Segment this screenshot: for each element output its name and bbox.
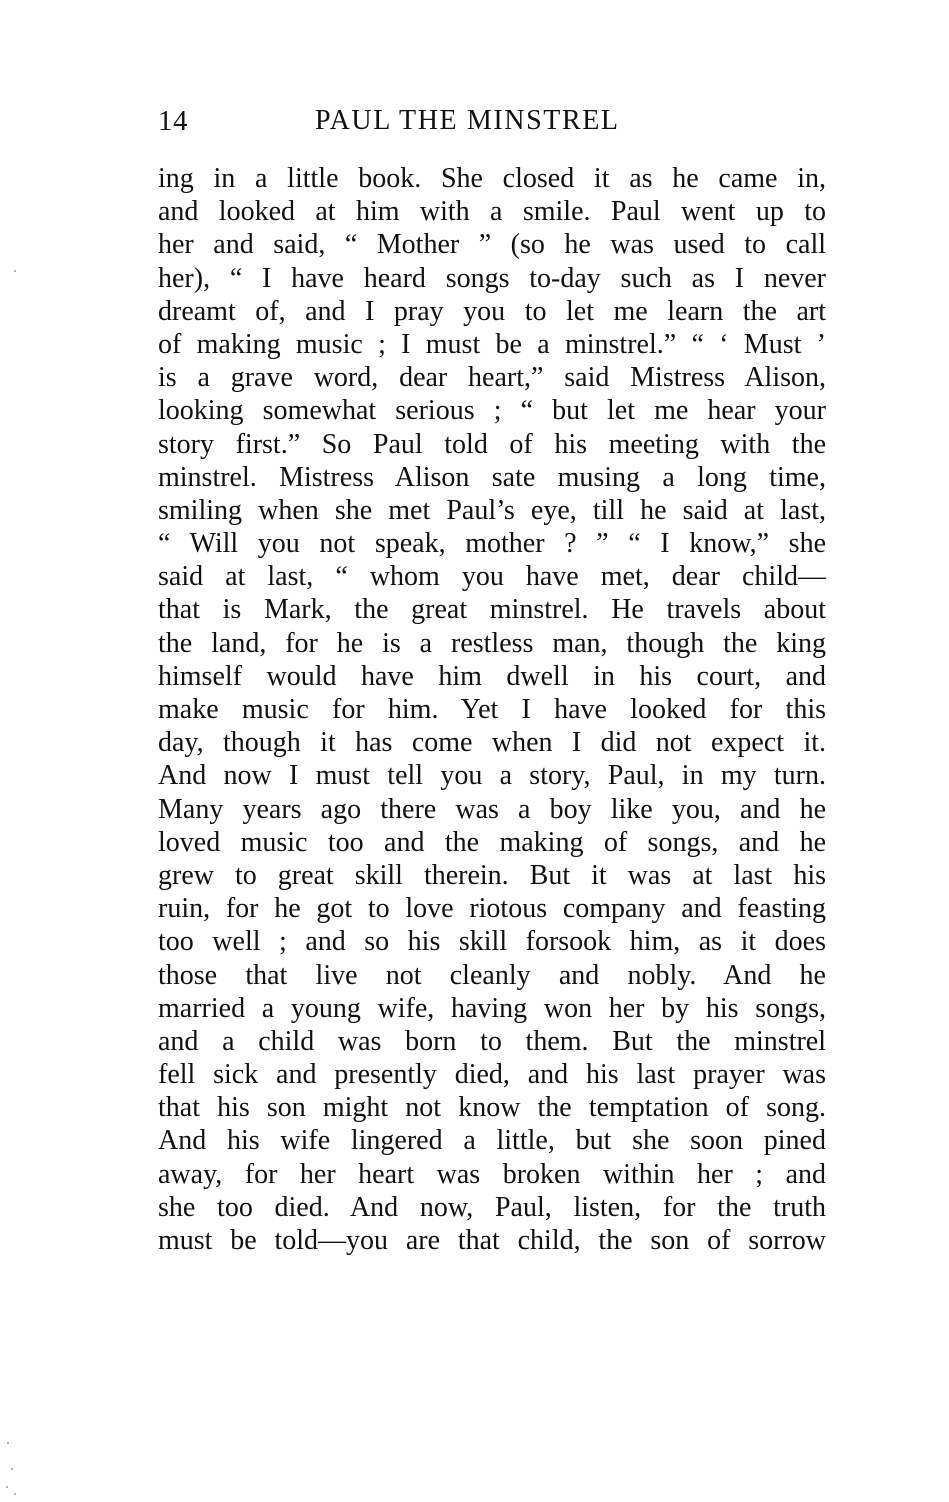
text-line: ruin, for he got to love riotous company and feasting [158,893,826,925]
text-line: looking somewhat serious ; “ but let me hear your [158,395,826,427]
text-line: away, for her heart was broken within her ; and [158,1158,826,1190]
text-line: that is Mark, the great minstrel. He travels about [158,594,826,626]
text-line: must be told—you are that child, the son of sorrow [158,1225,826,1256]
running-title: PAUL THE MINSTREL [315,105,620,136]
text-line: And his wife lingered a little, but she soon pined [158,1125,826,1157]
text-line: said at last, “ whom you have met, dear child— [158,561,826,593]
scan-speck [14,1493,16,1495]
text-line: that his son might not know the temptation of song. [158,1092,826,1124]
text-line: fell sick and presently died, and his last prayer was [158,1059,826,1091]
page-number: 14 [158,105,188,137]
running-head [158,101,826,141]
text-line: grew to great skill therein. But it was at last his [158,859,826,891]
text-line: too well ; and so his skill forsook him, as it does [158,926,826,958]
text-line: Many years ago there was a boy like you, and he [158,793,826,825]
text-line: her and said, “ Mother ” (so he was used to call [158,229,826,261]
text-line: ing in a little book. She closed it as he came in, [158,163,826,194]
text-line: make music for him. Yet I have looked for this [158,694,826,725]
text-line: and a child was born to them. But the minstrel [158,1025,826,1057]
scan-speck [14,270,16,272]
scan-speck [11,1468,13,1470]
text-line: smiling when she met Paul’s eye, till he said at last, [158,494,826,526]
text-line: day, though it has come when I did not expect it. [158,727,826,759]
text-line: the land, for he is a restless man, though the king [158,627,826,659]
text-line: and looked at him with a smile. Paul went up to [158,196,826,228]
text-line: story first.” So Paul told of his meeting with the [158,428,826,460]
text-line: is a grave word, dear heart,” said Mistress Alison, [158,362,826,394]
body-text [158,162,826,1257]
text-line: of making music ; I must be a minstrel.” “ ‘ Must ’ [158,328,826,360]
text-line: “ Will you not speak, mother ? ” “ I know,” she [158,528,826,560]
text-line: dreamt of, and I pray you to let me learn the art [158,295,826,327]
text-line: she too died. And now, Paul, listen, for the truth [158,1191,826,1223]
text-line: And now I must tell you a story, Paul, in my turn. [158,760,826,792]
text-line: married a young wife, having won her by his songs, [158,992,826,1024]
text-line: himself would have him dwell in his court, and [158,660,826,692]
text-line: her), “ I have heard songs to-day such as I never [158,262,826,294]
scan-speck [6,1486,8,1488]
text-line: those that live not cleanly and nobly. And he [158,959,826,991]
text-line: minstrel. Mistress Alison sate musing a long time, [158,461,826,493]
text-line: loved music too and the making of songs, and he [158,826,826,858]
scan-speck [7,1442,9,1444]
